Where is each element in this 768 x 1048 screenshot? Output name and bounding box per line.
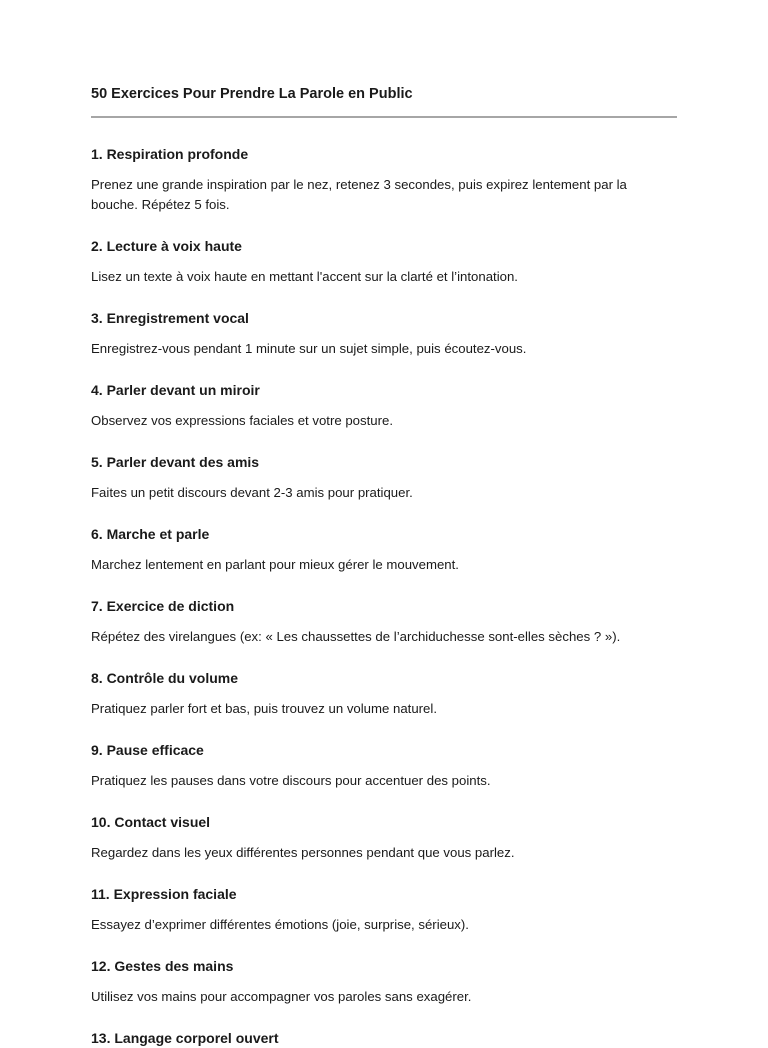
title-divider: [91, 116, 677, 118]
exercise-description: Observez vos expressions faciales et votre posture.: [91, 413, 393, 428]
exercise-description: Faites un petit discours devant 2-3 amis pour pratiquer.: [91, 485, 413, 500]
exercise-description: Essayez d’exprimer différentes émotions (joie, surprise, sérieux).: [91, 917, 469, 932]
exercise-item: [91, 524, 677, 575]
exercise-item: [91, 884, 677, 935]
exercise-item: [91, 740, 677, 791]
exercise-item: [91, 1028, 677, 1048]
exercise-description: Marchez lentement en parlant pour mieux gérer le mouvement.: [91, 557, 459, 572]
exercise-heading: 2. Lecture à voix haute: [91, 238, 242, 254]
document-title: 50 Exercices Pour Prendre La Parole en Public: [91, 86, 413, 102]
exercise-item: [91, 596, 677, 647]
exercise-item: [91, 308, 677, 359]
exercise-item: [91, 668, 677, 719]
exercise-item: [91, 380, 677, 431]
exercise-list: [91, 144, 677, 1048]
exercise-heading: 1. Respiration profonde: [91, 146, 249, 162]
exercise-heading: 4. Parler devant un miroir: [91, 382, 260, 398]
exercise-description: Enregistrez-vous pendant 1 minute sur un sujet simple, puis écoutez-vous.: [91, 341, 527, 356]
exercise-description: Prenez une grande inspiration par le nez, retenez 3 secondes, puis expirez lentement par la bouche. Répétez 5 fois.: [91, 177, 627, 212]
exercise-heading: 7. Exercice de diction: [91, 598, 235, 614]
exercise-heading: 8. Contrôle du volume: [91, 670, 239, 686]
exercise-item: [91, 956, 677, 1007]
exercise-description: Regardez dans les yeux différentes personnes pendant que vous parlez.: [91, 845, 515, 860]
exercise-description: Utilisez vos mains pour accompagner vos paroles sans exagérer.: [91, 989, 472, 1004]
exercise-description: Lisez un texte à voix haute en mettant l'accent sur la clarté et l’intonation.: [91, 269, 518, 284]
exercise-heading: 13. Langage corporel ouvert: [91, 1030, 279, 1046]
exercise-heading: 9. Pause efficace: [91, 742, 204, 758]
exercise-item: [91, 144, 677, 215]
exercise-heading: 11. Expression faciale: [91, 886, 237, 902]
exercise-description: Répétez des virelangues (ex: « Les chaussettes de l’archiduchesse sont-elles sèches ? »).: [91, 629, 621, 644]
exercise-heading: 5. Parler devant des amis: [91, 454, 260, 470]
exercise-heading: 12. Gestes des mains: [91, 958, 234, 974]
exercise-heading: 6. Marche et parle: [91, 526, 210, 542]
exercise-description: Pratiquez parler fort et bas, puis trouvez un volume naturel.: [91, 701, 437, 716]
exercise-heading: 10. Contact visuel: [91, 814, 211, 830]
document-page: [91, 84, 677, 1048]
exercise-heading: 3. Enregistrement vocal: [91, 310, 249, 326]
exercise-description: Pratiquez les pauses dans votre discours pour accentuer des points.: [91, 773, 491, 788]
exercise-item: [91, 812, 677, 863]
exercise-item: [91, 452, 677, 503]
exercise-item: [91, 236, 677, 287]
